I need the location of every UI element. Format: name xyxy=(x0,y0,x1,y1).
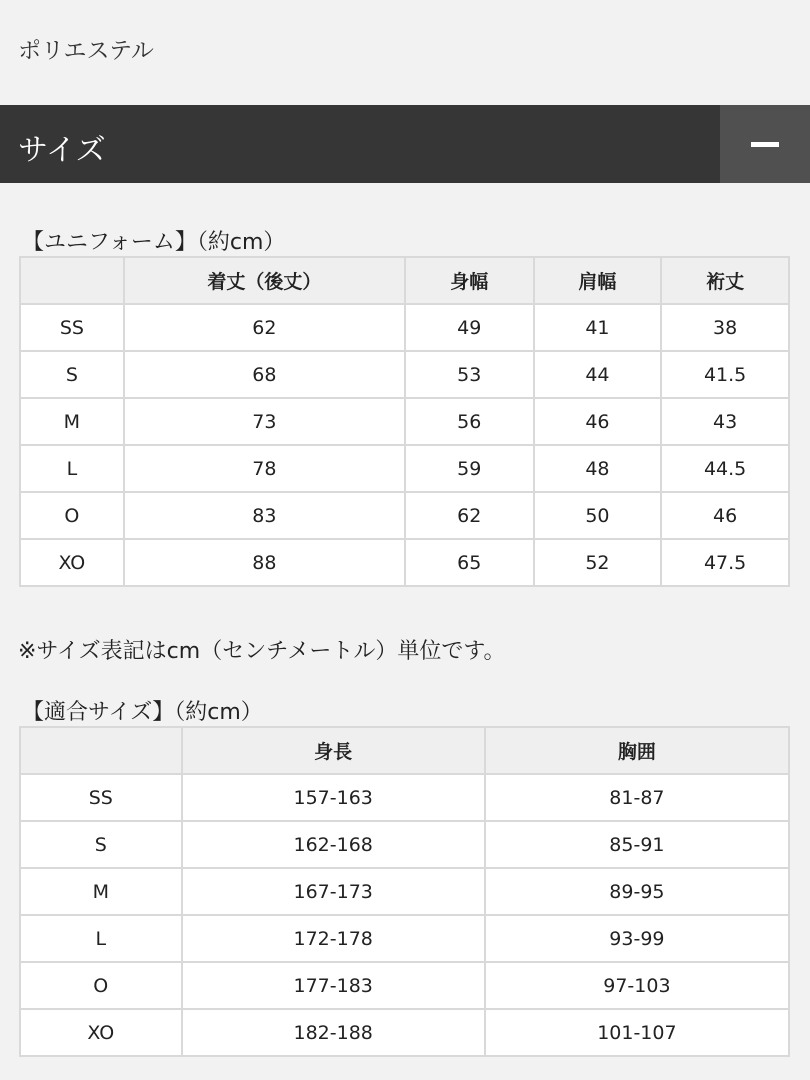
size-label-cell: O xyxy=(20,492,124,539)
table-cell: 47.5 xyxy=(661,539,789,586)
header-cell xyxy=(20,727,182,774)
table-cell: 41 xyxy=(534,304,662,351)
header-cell: 着丈（後丈） xyxy=(124,257,405,304)
table-cell: 43 xyxy=(661,398,789,445)
table-cell: 89-95 xyxy=(485,868,789,915)
table-cell: 101-107 xyxy=(485,1009,789,1056)
table-cell: 157-163 xyxy=(182,774,485,821)
table-cell: 97-103 xyxy=(485,962,789,1009)
table-cell: 38 xyxy=(661,304,789,351)
table-row xyxy=(20,915,789,962)
unit-note: ※サイズ表記はcm（センチメートル）単位です。 xyxy=(18,639,506,664)
table-cell: 78 xyxy=(124,445,405,492)
size-label-cell: XO xyxy=(20,539,124,586)
table-header-row xyxy=(20,257,789,304)
size-label-cell: L xyxy=(20,445,124,492)
header-cell: 胸囲 xyxy=(485,727,789,774)
table-cell: 68 xyxy=(124,351,405,398)
table-cell: 93-99 xyxy=(485,915,789,962)
table-row xyxy=(20,351,789,398)
fit-table-caption: 【適合サイズ】（約cm） xyxy=(22,700,263,725)
table-cell: 52 xyxy=(534,539,662,586)
table-cell: 162-168 xyxy=(182,821,485,868)
size-label-cell: M xyxy=(20,868,182,915)
table-row xyxy=(20,868,789,915)
header-cell xyxy=(20,257,124,304)
table-cell: 85-91 xyxy=(485,821,789,868)
table-cell: 50 xyxy=(534,492,662,539)
table-cell: 46 xyxy=(534,398,662,445)
table-cell: 81-87 xyxy=(485,774,789,821)
size-label-cell: O xyxy=(20,962,182,1009)
table-cell: 167-173 xyxy=(182,868,485,915)
table-row xyxy=(20,304,789,351)
table-cell: 177-183 xyxy=(182,962,485,1009)
uniform-size-table xyxy=(19,256,790,587)
size-label-cell: SS xyxy=(20,774,182,821)
size-label-cell: S xyxy=(20,351,124,398)
collapse-toggle-button[interactable] xyxy=(720,105,810,183)
size-label-cell: S xyxy=(20,821,182,868)
table-row xyxy=(20,962,789,1009)
table-row xyxy=(20,1009,789,1056)
table-cell: 48 xyxy=(534,445,662,492)
table-cell: 65 xyxy=(405,539,534,586)
table-row xyxy=(20,774,789,821)
fit-size-table xyxy=(19,726,790,1057)
header-cell: 裄丈 xyxy=(661,257,789,304)
table-cell: 56 xyxy=(405,398,534,445)
table-row xyxy=(20,445,789,492)
table-cell: 83 xyxy=(124,492,405,539)
size-label-cell: SS xyxy=(20,304,124,351)
table-row xyxy=(20,398,789,445)
table-cell: 44.5 xyxy=(661,445,789,492)
table-cell: 88 xyxy=(124,539,405,586)
header-cell: 肩幅 xyxy=(534,257,662,304)
table-cell: 41.5 xyxy=(661,351,789,398)
table-cell: 62 xyxy=(405,492,534,539)
uniform-table-caption: 【ユニフォーム】（約cm） xyxy=(22,230,286,255)
table-cell: 59 xyxy=(405,445,534,492)
table-header-row xyxy=(20,727,789,774)
size-label-cell: M xyxy=(20,398,124,445)
header-cell: 身幅 xyxy=(405,257,534,304)
table-cell: 49 xyxy=(405,304,534,351)
size-label-cell: L xyxy=(20,915,182,962)
size-label-cell: XO xyxy=(20,1009,182,1056)
table-row xyxy=(20,539,789,586)
section-title: サイズ xyxy=(18,133,106,168)
table-cell: 62 xyxy=(124,304,405,351)
material-text: ポリエステル xyxy=(18,38,154,64)
table-cell: 73 xyxy=(124,398,405,445)
table-cell: 172-178 xyxy=(182,915,485,962)
table-cell: 44 xyxy=(534,351,662,398)
table-row xyxy=(20,821,789,868)
table-row xyxy=(20,492,789,539)
header-cell: 身長 xyxy=(182,727,485,774)
minus-icon xyxy=(751,142,779,147)
size-section-header[interactable] xyxy=(0,105,810,183)
table-cell: 182-188 xyxy=(182,1009,485,1056)
table-cell: 53 xyxy=(405,351,534,398)
table-cell: 46 xyxy=(661,492,789,539)
